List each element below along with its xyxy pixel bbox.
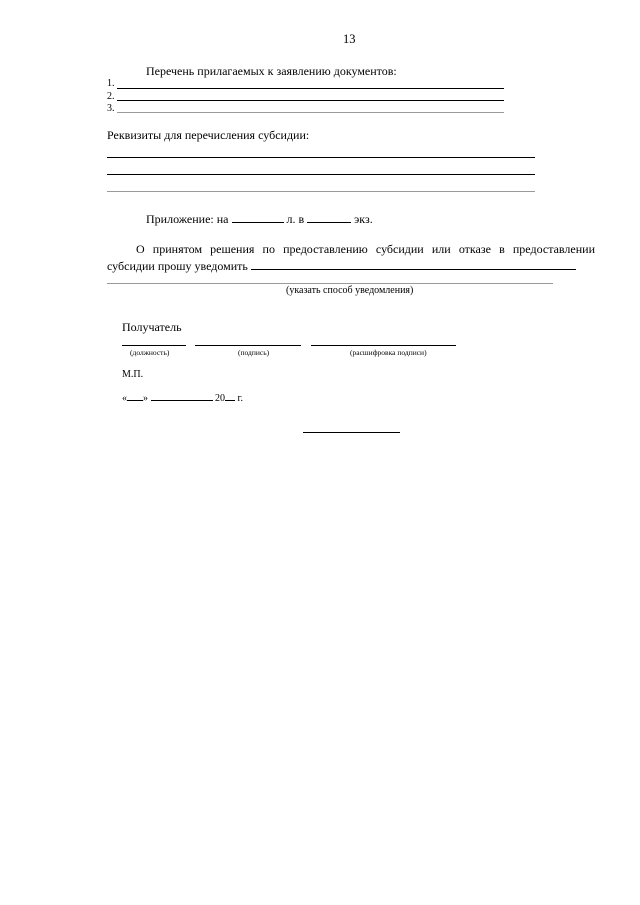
date-close-quote: » xyxy=(143,393,148,404)
fill-line xyxy=(117,100,504,101)
notification-paragraph xyxy=(107,241,595,275)
notification-hint: (указать способ уведомления) xyxy=(286,285,414,296)
attachment-prefix: Приложение: на xyxy=(146,212,229,226)
attachment-copies-suffix: экз. xyxy=(354,212,373,226)
attachment-line xyxy=(146,212,373,226)
date-year-prefix: 20 xyxy=(215,393,225,404)
signature-line xyxy=(195,345,301,346)
decryption-hint: (расшифровка подписи) xyxy=(350,348,427,357)
notification-line xyxy=(107,283,553,284)
list-item-number: 2. xyxy=(107,91,115,102)
sheets-blank[interactable] xyxy=(232,212,284,223)
list-item-number: 3. xyxy=(107,103,115,114)
recipient-label: Получатель xyxy=(122,320,182,334)
year-blank[interactable] xyxy=(225,392,235,401)
attachment-sheets-suffix: л. в xyxy=(286,212,305,226)
documents-list-heading: Перечень прилагаемых к заявлению документов: xyxy=(146,64,397,78)
requisites-heading: Реквизиты для перечисления субсидии: xyxy=(107,128,310,142)
day-blank[interactable] xyxy=(127,392,143,401)
notification-text: О принятом решения по предоставлению субсидии или отказе в предоставлении субсидии прошу уведомить xyxy=(107,242,595,273)
copies-blank[interactable] xyxy=(307,212,351,223)
position-line xyxy=(122,345,186,346)
list-item-number: 1. xyxy=(107,78,115,89)
notification-method-blank[interactable] xyxy=(251,259,576,270)
fill-line xyxy=(117,88,504,89)
fill-line xyxy=(117,112,504,113)
requisites-line xyxy=(107,157,535,158)
date-line xyxy=(122,392,243,405)
month-blank[interactable] xyxy=(151,392,213,401)
date-suffix: г. xyxy=(237,393,243,404)
closing-separator xyxy=(303,432,400,433)
position-hint: (должность) xyxy=(130,348,170,357)
requisites-line xyxy=(107,174,535,175)
requisites-line xyxy=(107,191,535,192)
decryption-line xyxy=(311,345,456,346)
stamp-label: М.П. xyxy=(122,369,144,380)
signature-hint: (подпись) xyxy=(238,348,270,357)
page-number: 13 xyxy=(343,32,356,46)
date-open-quote: « xyxy=(122,393,127,404)
